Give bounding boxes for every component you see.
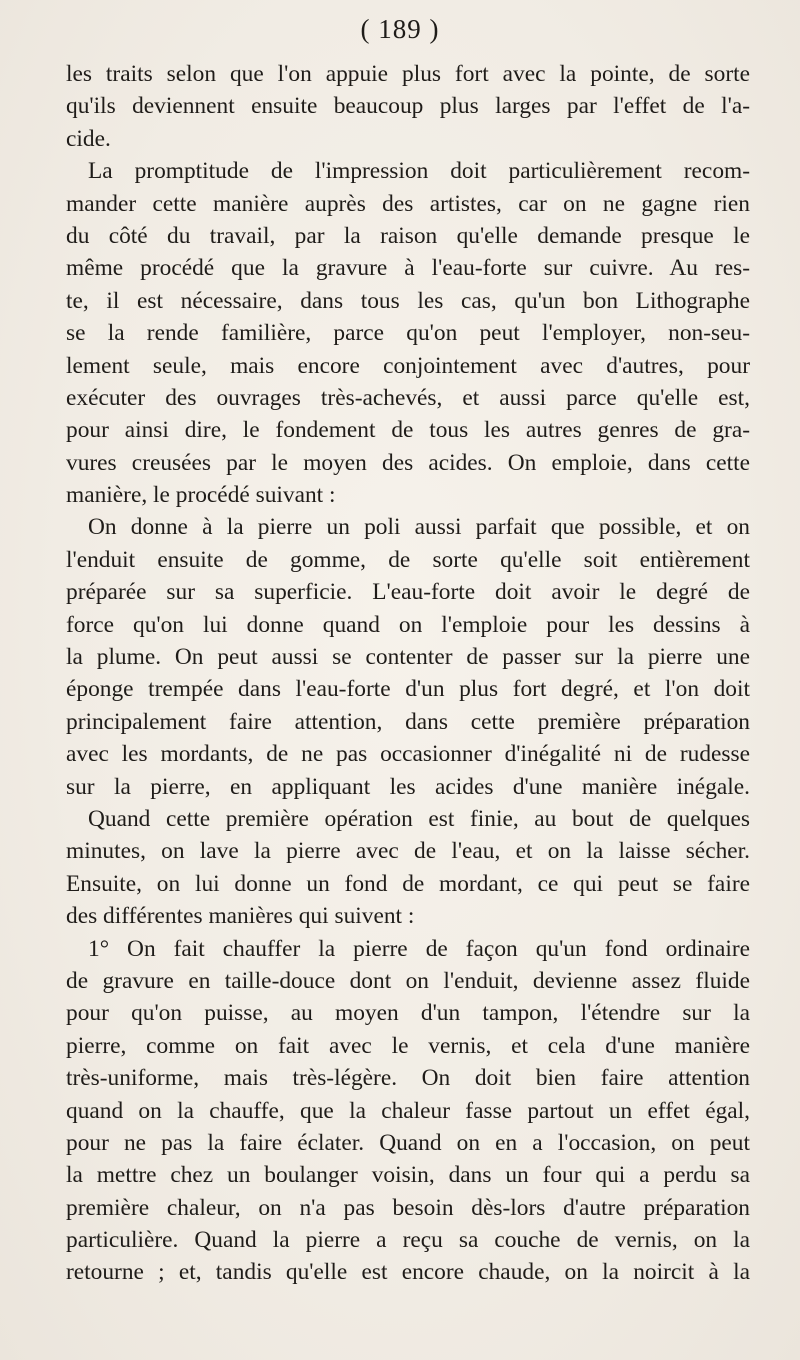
text-line: 1° On fait chauffer la pierre de façon qu'un fond ordinaire <box>88 935 750 962</box>
text-line: Ensuite, on lui donne un fond de mordant, ce qui peut se faire <box>66 870 750 897</box>
text-line: sur la pierre, en appliquant les acides d'une manière inégale. <box>66 773 750 800</box>
text-line: avec les mordants, de ne pas occasionner d'inégalité ni de rudesse <box>66 741 750 768</box>
text-line: la plume. On peut aussi se contenter de passer sur la pierre une <box>66 644 750 671</box>
text-line: manière, le procédé suivant : <box>66 482 336 509</box>
text-line: mander cette manière auprès des artistes, car on ne gagne rien <box>66 190 750 217</box>
text-line: du côté du travail, par la raison qu'elle demande presque le <box>66 222 750 249</box>
text-line: qu'ils deviennent ensuite beaucoup plus larges par l'effet de l'a- <box>66 93 750 120</box>
text-line: pour qu'on puisse, au moyen d'un tampon, l'étendre sur la <box>66 1000 750 1027</box>
text-line: vures creusées par le moyen des acides. On emploie, dans cette <box>66 449 750 476</box>
text-line: te, il est nécessaire, dans tous les cas, qu'un bon Lithographe <box>66 287 750 314</box>
text-line: particulière. Quand la pierre a reçu sa couche de vernis, on la <box>66 1227 750 1254</box>
text-line: minutes, on lave la pierre avec de l'eau, et on la laisse sécher. <box>66 838 750 865</box>
text-line: des différentes manières qui suivent : <box>66 903 415 930</box>
text-line: pierre, comme on fait avec le vernis, et cela d'une manière <box>66 1032 750 1059</box>
text-line: principalement faire attention, dans cette première préparation <box>66 708 750 735</box>
text-line: les traits selon que l'on appuie plus fort avec la pointe, de sorte <box>66 61 750 87</box>
text-line: quand on la chauffe, que la chaleur fasse partout un effet égal, <box>66 1097 750 1124</box>
text-line: même procédé que la gravure à l'eau-forte sur cuivre. Au res- <box>66 255 750 282</box>
body-text <box>66 58 750 1289</box>
text-line: première chaleur, on n'a pas besoin dès-lors d'autre préparation <box>66 1194 750 1221</box>
text-line: de gravure en taille-douce dont on l'enduit, devienne assez fluide <box>66 967 750 994</box>
text-line: éponge trempée dans l'eau-forte d'un plus fort degré, et l'on doit <box>66 676 750 703</box>
text-line: l'enduit ensuite de gomme, de sorte qu'elle soit entièrement <box>66 546 750 573</box>
text-line: se la rende familière, parce qu'on peut l'employer, non-seu- <box>66 320 750 347</box>
text-line: la mettre chez un boulanger voisin, dans un four qui a perdu sa <box>66 1162 750 1189</box>
text-line: cide. <box>66 125 111 152</box>
page-number: ( 189 ) <box>360 14 440 44</box>
text-line: La promptitude de l'impression doit particulièrement recom- <box>88 158 750 185</box>
text-line: pour ne pas la faire éclater. Quand on en a l'occasion, on peut <box>66 1129 750 1156</box>
text-line: exécuter des ouvrages très-achevés, et aussi parce qu'elle est, <box>66 384 750 411</box>
text-line: retourne ; et, tandis qu'elle est encore chaude, on la noircit à la <box>66 1259 750 1286</box>
text-line: très-uniforme, mais très-légère. On doit bien faire attention <box>66 1065 750 1092</box>
text-line: On donne à la pierre un poli aussi parfait que possible, et on <box>88 514 750 541</box>
text-line: lement seule, mais encore conjointement avec d'autres, pour <box>66 352 750 379</box>
text-line: force qu'on lui donne quand on l'emploie pour les dessins à <box>66 611 750 638</box>
text-line: Quand cette première opération est finie, au bout de quelques <box>88 805 750 832</box>
text-line: préparée sur sa superficie. L'eau-forte doit avoir le degré de <box>66 579 750 606</box>
text-line: pour ainsi dire, le fondement de tous les autres genres de gra- <box>66 417 750 444</box>
